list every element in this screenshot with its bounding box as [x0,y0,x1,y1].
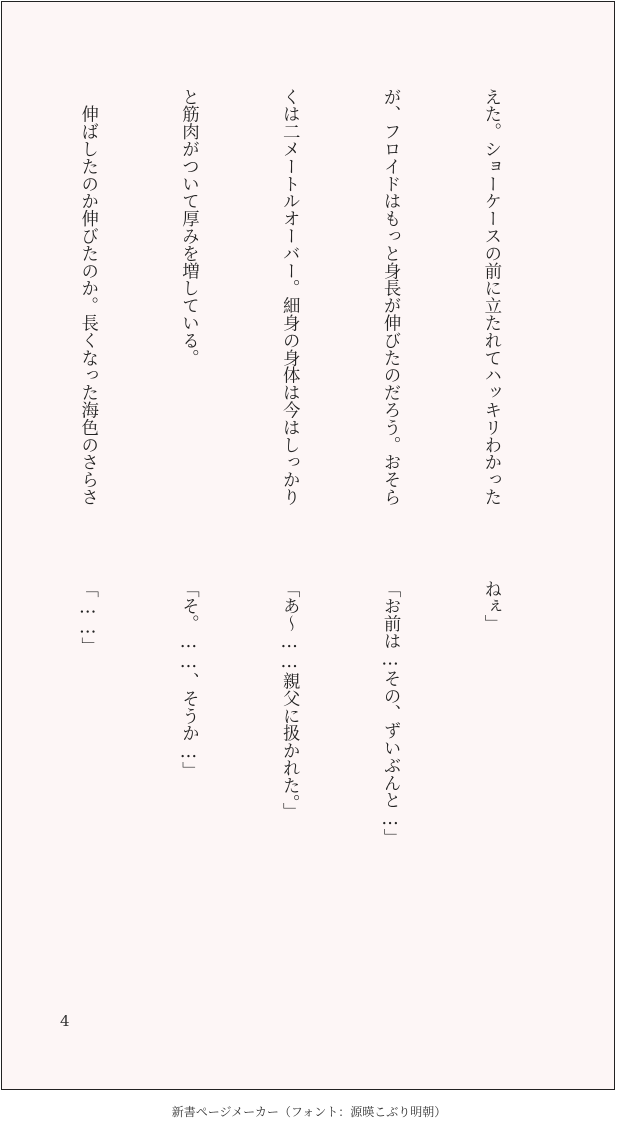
footer-credit: 新書ページメーカー（フォント：源暎こぶり明朝） [171,1105,447,1119]
text-line [0,580,3,1020]
text-line: くは二メートルオーバー。細身の身体は今はしっかり [279,88,300,506]
text-block-top [0,88,574,528]
text-line: 「……」 [77,580,98,655]
text-line: と筋肉がついて厚みを増している。 [178,88,199,367]
text-line: 「そ。……、そうか…」 [178,580,199,780]
page-number: 4 [60,1012,70,1030]
text-line [0,88,3,528]
text-line: 「お前は…その、ずいぶんと…」 [380,580,401,847]
novel-page [1,1,615,1090]
text-block-bottom [0,580,574,1020]
text-line: 伸ばしたのか伸びたのか。長くなった海色のさらさ [77,88,98,506]
text-line: が、フロイドはもっと身長が伸びたのだろう。おそら [380,88,401,506]
text-line: えた。ショーケースの前に立たれてハッキリわかった [480,88,501,506]
text-line: ねぇ」 [480,580,501,633]
text-line: 「あ〜……親父に扱かれた。」 [279,580,300,821]
